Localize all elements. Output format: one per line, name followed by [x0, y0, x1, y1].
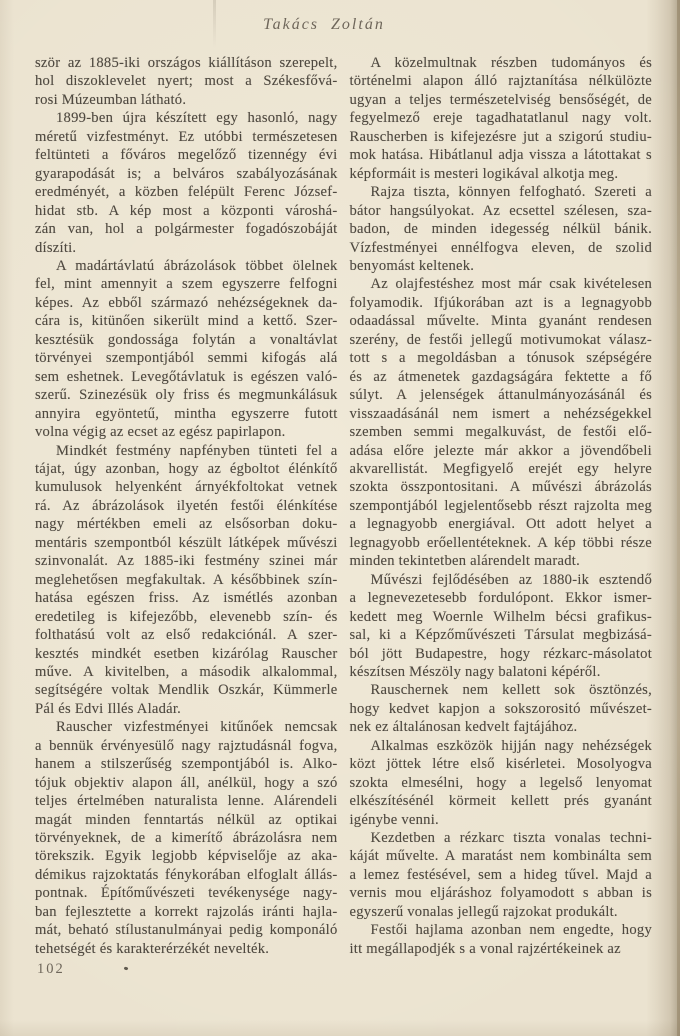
paragraph	[350, 275, 653, 570]
text-line: benyomást keltenek.	[349, 257, 475, 274]
paragraph	[35, 442, 338, 719]
text-line: szokta elmesélni, hogy a legelső lenyomat	[349, 774, 652, 791]
text-line: káját művelte. A maratást nem kombinálta sem	[349, 848, 652, 865]
text-line: szemben semmi megalkuvást, de festői elő-	[349, 424, 652, 441]
text-line: súlyt. A jelenségek áttanulmányozásánál és	[349, 387, 652, 404]
text-line: ban fejlesztette a korrekt rajzolás iránti hajla-	[35, 903, 338, 920]
text-line: Rauscherben is kifejezésre jut a szigorú studiu-	[349, 128, 652, 145]
text-line: eredetileg is kifejezőbb, elevenebb szín- és	[35, 608, 338, 625]
text-line: nagy mértékben emeli az elsősorban doku-	[35, 516, 338, 533]
text-line: cára is, kitünően sikerült mind a kettő. Szer-	[35, 313, 338, 330]
page-number: 102	[37, 961, 65, 977]
text-line: meglehetősen megfakultak. A későbbinek szín-	[35, 571, 338, 588]
text-line: hol diszoklevelet nyert; most a Székesfővá-	[35, 73, 338, 90]
text-line: kesztés mindkét esetben kizárólag Rauscher	[35, 645, 338, 662]
text-line: adása előre jelezte már akkor a jövendőbeli	[349, 442, 652, 459]
text-line: képformáit is mesteri logikával alkotja meg.	[349, 165, 619, 182]
text-line: legnagyobb erőellentéteknek. A kép többi része	[349, 534, 652, 551]
paragraph	[350, 737, 653, 829]
text-line: és az átmenetek gazdagságára fektette a fő	[349, 368, 652, 385]
text-line: gyarapodását is; a belváros szabályozásának	[35, 165, 338, 182]
text-line: feltünteti a főváros megelőző tizennégy évi	[35, 147, 338, 164]
text-line: képes. Az ebből származó nehézségeknek da-	[35, 294, 338, 311]
text-line: volna végig az ecset az egész papirlapon.	[35, 424, 286, 441]
text-line: folthatású volt az első redakciónál. A szer-	[35, 627, 338, 644]
text-line: tójuk objektiv alapon áll, anélkül, hogy a szó	[35, 774, 338, 791]
text-line: kumulusok helyenként árnyékfoltokat vetnek	[35, 479, 338, 496]
text-line: hidat stb. A kép most a központi városhá-	[35, 202, 338, 219]
text-line: készítsen Mészöly nagy balatoni képéről.	[349, 663, 601, 680]
paragraph	[350, 54, 653, 183]
text-line: közt jöttek létre első kisérletei. Mosolyogva	[349, 756, 652, 773]
text-line: Rajza tiszta, könnyen felfogható. Szereti a	[370, 184, 652, 201]
text-line: igénybe venni.	[349, 811, 439, 828]
text-line: rosi Múzeumban látható.	[35, 91, 187, 108]
text-line: kesztésük gondossága folytán a vonaltávlat	[35, 331, 338, 348]
text-line: szokta összpontositani. A művészi ábrázolás	[349, 479, 652, 496]
text-line: tehetségét és karakterérzékét nevelték.	[35, 940, 270, 957]
text-line: eredményét, a közben felépült Ferenc József-	[35, 184, 338, 201]
text-line: törvényei szempontjából semmi kifogás alá	[35, 350, 338, 367]
text-line: odaadással művelte. Minta gyanánt rendesen	[349, 313, 652, 330]
paragraph	[35, 109, 338, 257]
text-line: ugyan a teljes természetelviség bensőségét, de	[349, 91, 652, 108]
text-line: a legnevezetesebb fordulópont. Ekkor ismer-	[349, 590, 652, 607]
text-line: szerű. Szinezésük oly friss és megmunkálásuk	[35, 387, 338, 404]
text-line: hatása egészen friss. Az ismétlés azonban	[35, 590, 338, 607]
text-line: Alkalmas eszközök hijján nagy nehézségek	[370, 737, 652, 754]
text-line: törekszik. Egyik legjobb képviselője az aka-	[35, 848, 338, 865]
text-line: mentáris szempontból készült látképek művészi	[35, 534, 338, 551]
text-line: sem eshetnek. Levegőtávlatuk is egészen való-	[35, 368, 338, 385]
text-line: szerény, de festői jellegű motivumokat válasz-	[349, 331, 652, 348]
paragraph	[35, 54, 338, 109]
text-line: szinvonalát. Az 1885-iki festmény szinei már	[35, 553, 338, 570]
text-line: teljes értelmében naturalista lenne. Alárendeli	[35, 793, 338, 810]
text-line: mát, beható stílustanulmányai pedig komponáló	[35, 922, 338, 939]
text-line: kedett meg Woernle Wilhelm bécsi grafikus-	[349, 608, 652, 625]
text-line: Festői hajlama azonban nem engedte, hogy	[370, 922, 652, 939]
text-line: Az olajfestéshez most már csak kivételesen	[370, 276, 652, 293]
text-line: itt megállapodjék s a vonal rajzértékeinek az	[349, 940, 621, 957]
text-line: A közelmultnak részben tudományos és	[370, 55, 652, 71]
paragraph	[350, 921, 653, 958]
column-right	[350, 54, 653, 958]
text-line: Mindkét festmény napfényben tünteti fel a	[56, 442, 338, 459]
text-line: rá. Az ábrázolások ilyetén festői élénkítése	[35, 497, 338, 514]
text-line: történelmi alapon álló rajztanítása nélkülözte	[349, 73, 652, 90]
paragraph	[35, 257, 338, 442]
text-line: mok hatása. Hibátlanul adja vissza a látottakat s	[349, 147, 652, 164]
text-columns	[35, 54, 652, 958]
text-line: badon, de minden idegesség nélkül bánik.	[349, 221, 652, 238]
text-line: Művészi fejlődésében az 1880-ik esztendő	[370, 571, 652, 588]
text-line: Rauschernek nem kellett sok ösztönzés,	[370, 682, 652, 699]
text-line: egyszerű vonalas jellegű rajzokat produkált.	[349, 903, 618, 920]
text-line: hogy kedvet kapjon a sokszorositó művészet-	[349, 700, 652, 717]
text-line: Kezdetben a rézkarc tiszta vonalas techni-	[370, 830, 652, 847]
paragraph	[350, 829, 653, 921]
column-left	[35, 54, 338, 958]
text-line: akvarellistát. Megfigyelő erejét egy helyre	[349, 460, 652, 477]
paragraph	[350, 681, 653, 736]
text-line: magát minden fenntartás nélkül az optikai	[35, 811, 338, 828]
text-line: visszaadásánál nem ismert a nehézségekkel	[349, 405, 652, 422]
text-line: Rauscher vizfestményei kitűnőek nemcsak	[56, 719, 338, 736]
text-line: zán van, hol a polgármester fogadószobáját	[35, 221, 338, 238]
text-line: a legnagyobb energiával. Ott adott helyet a	[349, 516, 652, 533]
text-line: folyamodik. Ifjúkorában azt is a legnagyobb	[349, 294, 652, 311]
paragraph	[350, 571, 653, 682]
text-line: elkészítésénél körmeit kellett prés gyanánt	[349, 793, 652, 810]
text-line: minden tekintetben alárendelt maradt.	[349, 553, 581, 570]
text-line: A madártávlatú ábrázolások többet ölelnek	[56, 257, 338, 274]
text-line: Pál és Edvi Illés Aladár.	[35, 700, 182, 717]
text-line: műve. A kivitelben, a második alkalommal,	[35, 663, 338, 680]
text-line: a lemez festésével, sem a hideg tűvel. Majd a	[349, 866, 652, 883]
text-line: bátor hangsúlyokat. Az ecsettel szélesen, sza-	[349, 202, 652, 219]
paragraph	[35, 718, 338, 958]
text-line: ször az 1885-iki országos kiállításon szerepelt,	[35, 55, 338, 71]
text-line: segítségére voltak Mendlik Oszkár, Kümmerle	[35, 682, 338, 699]
ink-speck	[124, 966, 129, 970]
text-line: méretű vizfestményt. Ez utóbbi természetesen	[35, 128, 338, 145]
text-line: 1899-ben újra készített egy hasonló, nagy	[56, 110, 338, 127]
text-line: a bennük érvényesülő nagy rajztudásnál fogva,	[35, 737, 338, 754]
text-line: nek ez általánosan kedvelt fajtájához.	[349, 719, 578, 736]
text-line: fegyelmező ereje tagadhatatlanul nagy volt.	[349, 110, 652, 127]
text-line: vernis mou eljáráshoz folyamodott s abban is	[349, 885, 652, 902]
text-line: pontnak. Építőművészeti tevékenysége nagy-	[35, 885, 338, 902]
text-line: démikus rajzoktatás fénykorában elfoglalt állás-	[35, 866, 338, 883]
text-line: annyira egyöntetű, mintha egyszerre futott	[35, 405, 338, 422]
text-line: ból jött Budapestre, hogy rézkarc-másolatot	[349, 645, 652, 662]
paragraph	[350, 183, 653, 275]
text-line: tájat, úgy azonban, hogy az égboltot élénkítő	[35, 460, 338, 477]
text-line: törvényeknek, de a kimerítő ábrázolásra nem	[35, 830, 338, 847]
text-line: díszíti.	[35, 239, 77, 256]
text-line: hanem a stilszerűség szempontjából is. Alko-	[35, 756, 338, 773]
text-line: szempontjából legjelentősebb részt rajzolta meg	[349, 497, 652, 514]
running-header: Takács Zoltán	[263, 16, 385, 33]
text-line: tott s a megoldásban a tónusok szépségére	[349, 350, 652, 367]
text-line: Vízfestményei ennélfogva eleven, de szolid	[349, 239, 652, 256]
text-line: fel, mint amennyit a szem egyszerre felfogni	[35, 276, 338, 293]
text-line: sal, ki a Képzőművészeti Társulat megbizásá-	[349, 627, 652, 644]
